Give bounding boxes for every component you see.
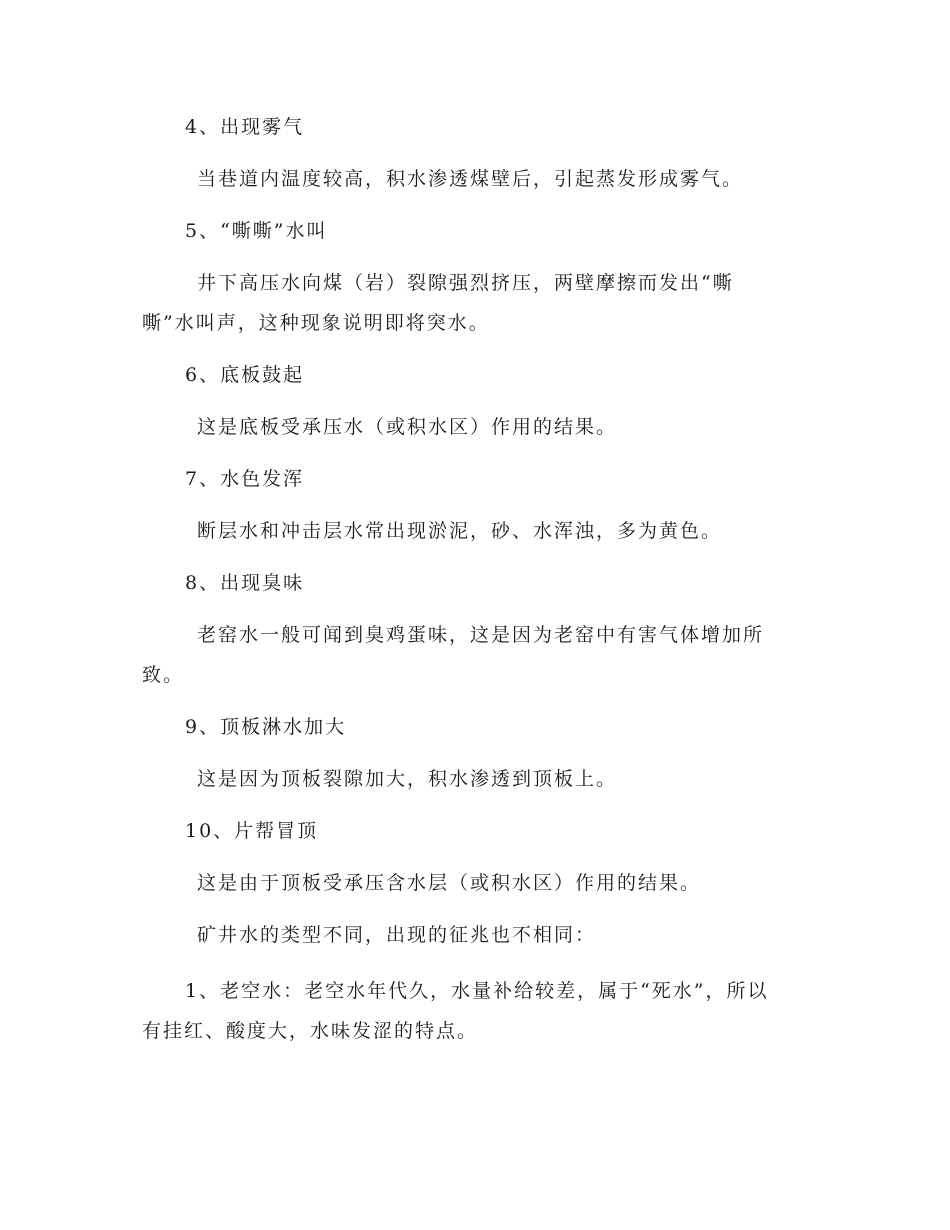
section-body-7: 断层水和冲击层水常出现淤泥，砂、水浑浊，多为黄色。 [197, 520, 723, 542]
section-body-5-line-1: 井下高压水向煤（岩）裂隙强烈挤压，两壁摩擦而发出“嘶 [197, 272, 734, 294]
section-heading-7: 7、水色发浑 [185, 468, 305, 490]
section-body-8-line-1: 老窑水一般可闻到臭鸡蛋味，这是因为老窑中有害气体增加所 [197, 624, 765, 646]
numbered-paragraph-line-2: 有挂红、酸度大，水味发涩的特点。 [142, 1020, 479, 1042]
numbered-paragraph-line-1: 1、老空水：老空水年代久，水量补给较差，属于“死水”，所以 [185, 980, 769, 1002]
section-heading-6: 6、底板鼓起 [185, 364, 305, 386]
section-body-4: 当巷道内温度较高，积水渗透煤壁后，引起蒸发形成雾气。 [197, 168, 744, 190]
section-body-8-line-2: 致。 [142, 664, 185, 686]
section-body-10: 这是由于顶板受承压含水层（或积水区）作用的结果。 [197, 872, 702, 894]
section-heading-4: 4、出现雾气 [185, 116, 305, 138]
section-body-9: 这是因为顶板裂隙加大，积水渗透到顶板上。 [197, 768, 618, 790]
section-body-6: 这是底板受承压水（或积水区）作用的结果。 [197, 416, 618, 438]
section-heading-9: 9、顶板淋水加大 [185, 716, 347, 738]
section-heading-8: 8、出现臭味 [185, 572, 305, 594]
section-heading-5: 5、“嘶嘶”水叫 [185, 220, 328, 242]
summary-paragraph: 矿井水的类型不同，出现的征兆也不相同： [197, 924, 597, 946]
section-body-5-line-2: 嘶”水叫声，这种现象说明即将突水。 [142, 312, 490, 334]
section-heading-10: 10、片帮冒顶 [185, 820, 319, 842]
